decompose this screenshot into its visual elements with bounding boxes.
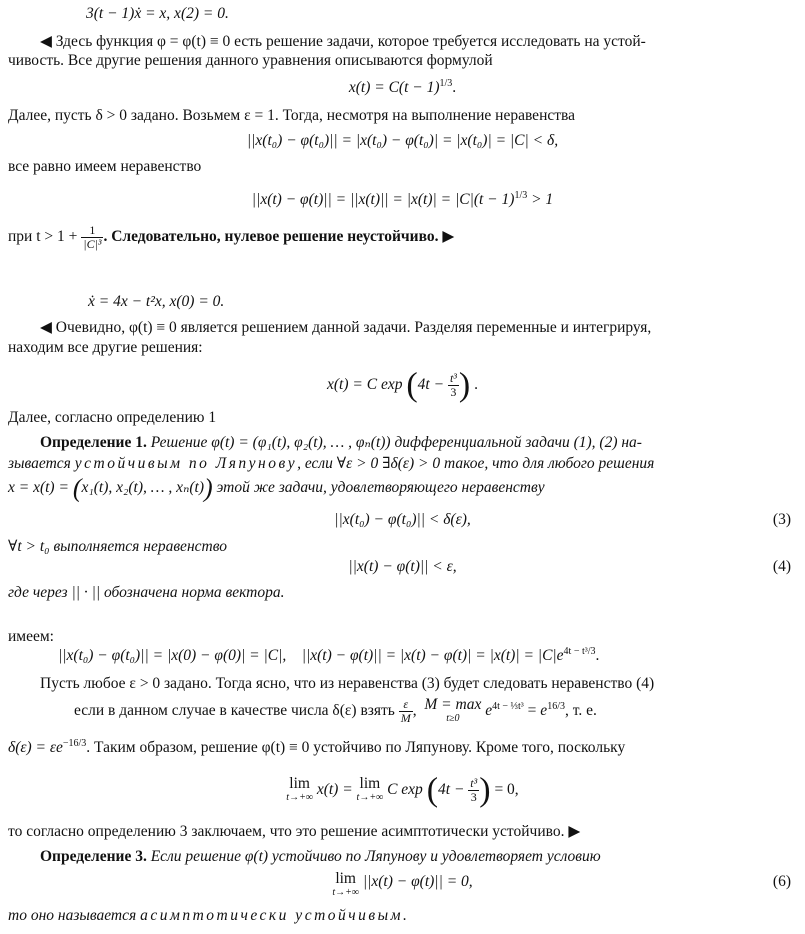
def3-limit: lim t→+∞ ||x(t) − φ(t)|| = 0,	[332, 870, 473, 898]
def1-norm: где через || · || обозначена норма вектора.	[8, 584, 285, 601]
ex1-next: Далее, пусть δ > 0 задано. Возьмем ε = 1. Тогда, несмотря на выполнение неравенства	[8, 107, 576, 124]
ex2-problem: ẋ = 4x − t²x, x(0) = 0.	[88, 293, 225, 310]
ex2b-if: если в данном случае в качестве числа δ(ε) взять $\frac{\varepsilon}{M}$ , M = max t≥0 $e^{4t - \frac{1}{3}t^3} = e^{16/3}$, т. е.	[74, 696, 597, 725]
def1-eq4-number: (4)	[772, 558, 791, 575]
def3-last: то оно называется асимптотически устойчивым.	[8, 907, 407, 924]
def1-line2: зывается устойчивым по Ляпунову, если ∀ε > 0 ∃δ(ε) > 0 такое, что для любого решения	[8, 455, 655, 472]
ex2-solution: x(t) = C exp (4t − $\frac{\text{t³}}{3}$ ) .	[327, 366, 478, 404]
def3-line1: Определение 3. Если решение φ(t) устойчиво по Ляпунову и удовлетворяет условию	[40, 848, 601, 865]
def1-line1: Определение 1. Решение φ(t) = (φ₁(t), φ₂(t), … , φₙ(t)) дифференциальной задачи (1), (2) на-	[40, 434, 642, 451]
ex2b-limit: lim t→+∞ x(t) = lim t→+∞ C exp (4t − $\frac{\text{t³}}{3}$ ) = 0,	[286, 771, 519, 809]
def1-eq3-number: (3)	[772, 511, 791, 528]
ex2b-delta: $\delta(\varepsilon) = \varepsilon e^{-16/3}$. Таким образом, решение φ(t) ≡ 0 устойчиво по Ляпунову. Кроме того, поскольку	[8, 737, 626, 756]
ex1-still: все равно имеем неравенство	[8, 158, 202, 175]
def1-eq3: ||x(t₀) − φ(t₀)|| < δ(ε),	[334, 511, 471, 528]
ex2b-final: то согласно определению 3 заключаем, что это решение асимптотически устойчиво. ▶	[8, 823, 581, 840]
def3-eq6-number: (6)	[772, 873, 791, 890]
def1-eq4: ||x(t) − φ(t)|| < ε,	[348, 558, 457, 575]
ex2-next: Далее, согласно определению 1	[8, 409, 217, 426]
ex2-intro-a: ◀ Очевидно, φ(t) ≡ 0 является решением данной задачи. Разделяя переменные и интегрируя,	[40, 319, 652, 336]
ex1-intro-a: ◀ Здесь функция φ = φ(t) ≡ 0 есть решение задачи, которое требуется исследовать на устой-	[40, 33, 646, 50]
ex1-conclusion: при t > 1 + $\frac{1}{\text{|C|³}}$ . Следовательно, нулевое решение неустойчиво. ▶	[8, 223, 455, 251]
ex2b-let: Пусть любое ε > 0 задано. Тогда ясно, что из неравенства (3) будет следовать неравенство (4)	[40, 675, 655, 692]
ex2b-have: имеем:	[8, 628, 54, 645]
def1-line3: x = x(t) = (x₁(t), x₂(t), … , xₙ(t)) этой же задачи, удовлетворяющего неравенству	[8, 473, 545, 503]
ex2-intro-b: находим все другие решения:	[8, 339, 203, 356]
ex2b-equations: ||x(t₀) − φ(t₀)|| = |x(0) − φ(0)| = |C|, $||x(t) - \varphi(t)|| = |x(t) - \varphi(t)| = |x(t)| = |C|e^{4t - t^3/3}$.	[58, 645, 600, 664]
def1-forall: ∀t > t₀ выполняется неравенство	[8, 538, 227, 555]
ex1-solution-formula: $x(t) = C(t - 1)^{1/3}$.	[348, 77, 457, 96]
ex1-problem: 3(t − 1)ẋ = x, x(2) = 0.	[86, 5, 229, 22]
ex1-inequality-2: $||x(t) - \varphi(t)|| = ||x(t)|| = |x(t)| = |C|(t - 1)^{1/3} > 1$	[251, 189, 554, 208]
ex1-inequality-1: ||x(t₀) − φ(t₀)|| = |x(t₀) − φ(t₀)| = |x(t₀)| = |C| < δ,	[246, 132, 559, 149]
ex1-intro-b: чивость. Все другие решения данного уравнения описываются формулой	[8, 52, 493, 69]
